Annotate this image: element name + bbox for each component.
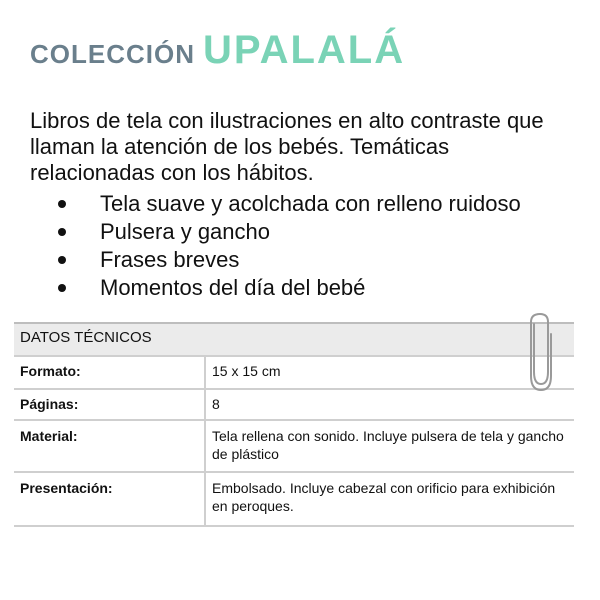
paperclip-icon <box>524 312 554 394</box>
row-value: 8 <box>205 389 574 420</box>
feature-text: Momentos del día del bebé <box>100 275 366 300</box>
row-value: 15 x 15 cm <box>205 356 574 389</box>
technical-data-table <box>14 322 574 527</box>
bullet-icon <box>58 256 66 264</box>
feature-text: Pulsera y gancho <box>100 219 270 244</box>
bullet-icon <box>58 228 66 236</box>
bullet-icon <box>58 284 66 292</box>
row-label: Páginas: <box>14 389 205 420</box>
collection-brand-name: UPALALÁ <box>203 28 406 72</box>
table-heading: DATOS TÉCNICOS <box>14 323 574 356</box>
bullet-icon <box>58 200 66 208</box>
row-label: Material: <box>14 420 205 472</box>
feature-list <box>30 190 590 302</box>
row-value: Tela rellena con sonido. Incluye pulsera de tela y gancho de plástico <box>205 420 574 472</box>
row-label: Formato: <box>14 356 205 389</box>
list-item <box>30 274 590 302</box>
row-label: Presentación: <box>14 472 205 526</box>
collection-title <box>30 30 405 70</box>
feature-text: Tela suave y acolchada con relleno ruidoso <box>100 191 521 216</box>
table-header-row <box>14 323 574 356</box>
intro-paragraph: Libros de tela con ilustraciones en alto contraste que llaman la atención de los bebés. Temáticas relacionadas con los hábitos. <box>30 108 544 185</box>
list-item <box>30 190 590 218</box>
feature-text: Frases breves <box>100 247 240 272</box>
table-row <box>14 389 574 420</box>
table-row <box>14 472 574 526</box>
list-item <box>30 218 590 246</box>
collection-prefix: COLECCIÓN <box>30 39 195 69</box>
row-value: Embolsado. Incluye cabezal con orificio para exhibición en peroques. <box>205 472 574 526</box>
table-row <box>14 356 574 389</box>
table-row <box>14 420 574 472</box>
list-item <box>30 246 590 274</box>
